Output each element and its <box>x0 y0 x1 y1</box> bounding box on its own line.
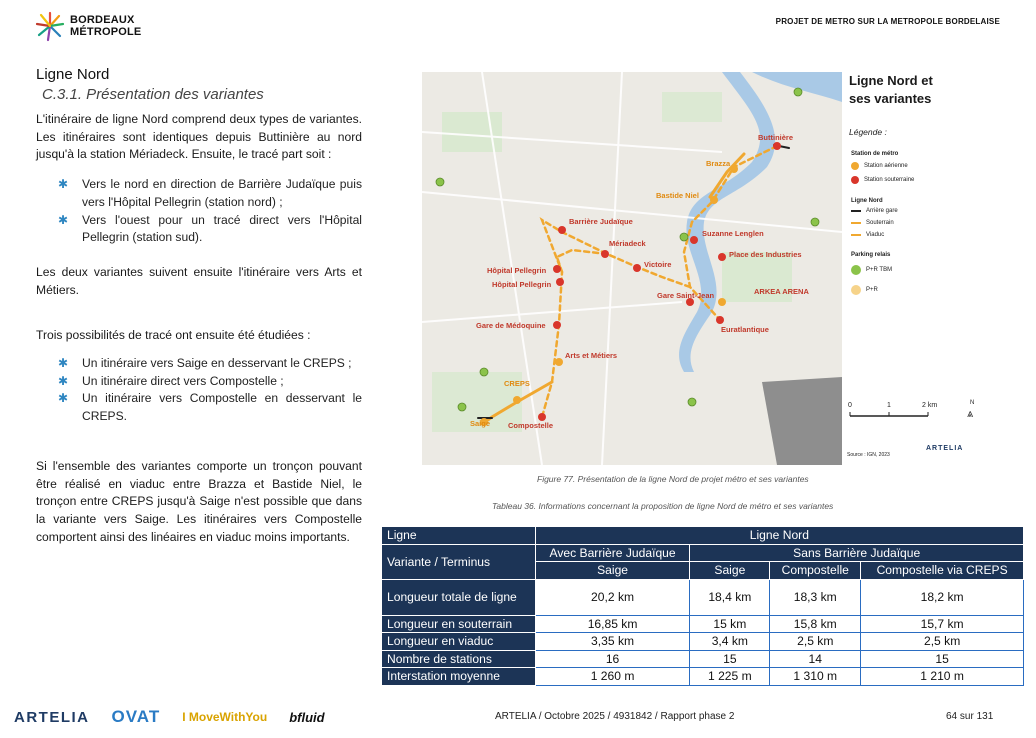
header-cell: Sans Barrière Judaïque <box>690 544 1024 562</box>
parking-icon <box>436 178 444 186</box>
paragraph-viaduct: Si l'ensemble des variantes comporte un tronçon pouvant être réalisé en viaduc entre Brazza et Bastide Niel, le tronçon entre CREPS jusqu'à Saige n'est possible que dans la variante vers Saige. Les itinéraires vers Compostelle comportent ainsi des linéaires en viaduc moins importants. <box>36 458 362 544</box>
table-header-row <box>382 527 1024 545</box>
legend-row <box>851 208 898 214</box>
starburst-logo-icon <box>34 10 66 42</box>
station-marker <box>553 265 561 273</box>
legend-parking-heading: Parking relais <box>851 252 891 258</box>
row-label: Longueur en souterrain <box>382 615 536 633</box>
header-cell: Compostelle <box>770 562 861 580</box>
table-cell: 15 <box>861 650 1024 668</box>
table-cell: 3,35 km <box>535 633 690 651</box>
table-cell: 16 <box>535 650 690 668</box>
station-marker <box>718 298 726 306</box>
table-cell: 1 225 m <box>690 668 770 686</box>
parking-icon <box>811 218 819 226</box>
station-marker <box>730 165 738 173</box>
row-label: Interstation moyenne <box>382 668 536 686</box>
legend-station-heading: Station de métro <box>851 151 899 157</box>
footer-reference: ARTELIA / Octobre 2025 / 4931842 / Rapport phase 2 <box>495 711 735 722</box>
parking-icon <box>794 88 802 96</box>
parking-icon <box>458 403 466 411</box>
scale-bar-graphic <box>848 408 938 418</box>
paragraph-possibilities: Trois possibilités de tracé ont ensuite été étudiées : <box>36 328 311 343</box>
table-cell: 18,2 km <box>861 579 1024 615</box>
parking-icon <box>688 398 696 406</box>
legend-row <box>851 220 894 226</box>
station-marker <box>538 413 546 421</box>
table-cell: 1 210 m <box>861 668 1024 686</box>
header-cell: Avec Barrière Judaïque <box>535 544 690 562</box>
station-marker <box>556 278 564 286</box>
park-ride-icon <box>851 285 861 295</box>
map-label: Hôpital Pellegrin <box>492 280 552 289</box>
station-marker <box>553 321 561 329</box>
table-cell: 20,2 km <box>535 579 690 615</box>
map-label: ARKEA ARENA <box>754 287 809 296</box>
bullet-icon: ✱ <box>58 391 69 406</box>
metro-variants-table <box>381 526 1024 686</box>
table-cell: 15,8 km <box>770 615 861 633</box>
station-marker <box>558 226 566 234</box>
logo-line-2: MÉTROPOLE <box>70 26 142 38</box>
header-cell: Ligne Nord <box>535 527 1023 545</box>
list-item <box>58 212 362 247</box>
artelia-logo: ARTELIA <box>14 708 90 726</box>
list-item-text: Un itinéraire direct vers Compostelle ; <box>82 373 284 388</box>
table-header-row <box>382 544 1024 562</box>
map-label: Place des Industries <box>729 250 802 259</box>
header-cell: Compostelle via CREPS <box>861 562 1024 580</box>
map-label: Saige <box>470 419 491 428</box>
parking-icon <box>680 233 688 241</box>
section-subtitle: C.3.1. Présentation des variantes <box>42 86 264 103</box>
partner-logos <box>14 707 325 727</box>
underground-line-icon <box>851 222 861 224</box>
legend-artelia-logo: ARTELIA <box>926 445 964 452</box>
legend-title <box>849 72 933 108</box>
scale-bar <box>848 400 975 420</box>
map-label: Compostelle <box>508 421 554 430</box>
table-row <box>382 668 1024 686</box>
table-cell: 18,3 km <box>770 579 861 615</box>
viaduct-line-icon <box>851 234 861 236</box>
map-label: Mériadeck <box>609 239 646 248</box>
map-legend <box>842 72 992 465</box>
figure-caption: Figure 77. Présentation de la ligne Nord de projet métro et ses variantes <box>537 474 809 484</box>
ovat-logo: OVAT <box>111 707 161 726</box>
station-marker <box>716 316 724 324</box>
map-label: Victoire <box>644 260 672 269</box>
header-cell: Saige <box>535 562 690 580</box>
table-cell: 1 260 m <box>535 668 690 686</box>
station-marker <box>690 236 698 244</box>
map-label: Brazza <box>706 159 731 168</box>
bullet-list-possibilities <box>58 355 362 426</box>
table-cell: 15,7 km <box>861 615 1024 633</box>
list-item-text: Vers le nord en direction de Barrière Judaïque puis vers l'Hôpital Pellegrin (station nord) ; <box>82 177 362 209</box>
scale-2: 2 km <box>922 402 938 409</box>
legend-title-line-2: ses variantes <box>849 91 932 106</box>
map-label: Arts et Métiers <box>565 351 618 360</box>
legend-title-line-1: Ligne Nord et <box>849 73 933 88</box>
table-cell: 14 <box>770 650 861 668</box>
paragraph-variants: Les deux variantes suivent ensuite l'itinéraire vers Arts et Métiers. <box>36 264 362 297</box>
legend-text: P+R TBM <box>866 267 893 273</box>
park-ride-tbm-icon <box>851 265 861 275</box>
paragraph-intro: L'itinéraire de ligne Nord comprend deux types de variantes. Les itinéraires sont identiques depuis Buttinière au nord jusqu'à la station Mériadeck. Ensuite, le tracé part soit : <box>36 112 362 162</box>
legend-row <box>851 232 884 238</box>
map-label: Gare de Médoquine <box>476 321 546 330</box>
row-label: Longueur en viaduc <box>382 633 536 651</box>
bfluid-logo: bfluid <box>289 709 325 725</box>
table-cell: 2,5 km <box>861 633 1024 651</box>
logo-line-1: BORDEAUX <box>70 14 135 26</box>
table-cell: 16,85 km <box>535 615 690 633</box>
map-label: CREPS <box>504 379 530 388</box>
station-marker <box>773 142 781 150</box>
imovewithyou-logo: I MoveWithYou <box>182 710 268 724</box>
list-item-text: Vers l'ouest pour un tracé direct vers l'Hôpital Pellegrin (station sud). <box>82 212 362 245</box>
table-row <box>382 579 1024 615</box>
scale-1: 1 <box>887 402 891 409</box>
bullet-icon: ✱ <box>58 356 69 371</box>
aerial-station-icon <box>851 162 859 170</box>
table-cell: 18,4 km <box>690 579 770 615</box>
map-label: Gare Saint-Jean <box>657 291 715 300</box>
map-label: Hôpital Pellegrin <box>487 266 547 275</box>
legend-text: P+R <box>866 287 878 293</box>
map-label: Buttinière <box>758 133 794 142</box>
table-row <box>382 615 1024 633</box>
map-source: Source : IGN, 2023 <box>847 452 890 458</box>
map-label: Bastide Niel <box>656 191 699 200</box>
legend-row <box>851 162 908 170</box>
map-label: Euratlantique <box>721 325 769 334</box>
bullet-icon: ✱ <box>58 373 69 388</box>
section-title: Ligne Nord <box>36 66 110 83</box>
legend-row <box>851 176 914 184</box>
table-cell: 15 <box>690 650 770 668</box>
project-title: PROJET DE METRO SUR LA METROPOLE BORDELAISE <box>775 17 1000 26</box>
bordeaux-metropole-logo <box>34 10 141 42</box>
station-marker <box>513 396 521 404</box>
tail-track-line-icon <box>851 210 861 212</box>
legend-text: Station aérienne <box>864 163 908 169</box>
page-number: 64 sur 131 <box>946 711 994 722</box>
table-cell: 1 310 m <box>770 668 861 686</box>
list-item-text: Un itinéraire vers Saige en desservant le CREPS ; <box>82 356 352 371</box>
north-arrow-icon: ⩓ <box>967 408 974 420</box>
header-cell: Saige <box>690 562 770 580</box>
legend-row <box>851 285 878 295</box>
table-cell: 3,4 km <box>690 633 770 651</box>
metro-map <box>422 72 842 465</box>
list-item <box>58 355 362 373</box>
legend-text: Souterrain <box>866 220 894 226</box>
station-marker <box>555 358 563 366</box>
station-marker <box>718 253 726 261</box>
table-row <box>382 650 1024 668</box>
map-label: Suzanne Lenglen <box>702 229 764 238</box>
table-cell: 15 km <box>690 615 770 633</box>
row-label: Nombre de stations <box>382 650 536 668</box>
table-row <box>382 633 1024 651</box>
underground-station-icon <box>851 176 859 184</box>
map-svg <box>422 72 842 465</box>
list-item <box>58 176 362 211</box>
legend-label: Légende : <box>849 127 887 137</box>
legend-text: Station souterraine <box>864 177 915 183</box>
north-label: N <box>970 400 975 406</box>
station-marker <box>633 264 641 272</box>
legend-text: Arrière gare <box>866 208 898 214</box>
station-marker <box>710 196 718 204</box>
section-text <box>36 66 362 546</box>
legend-line-heading: Ligne Nord <box>851 198 883 204</box>
legend-text: Viaduc <box>866 232 885 238</box>
row-label: Longueur totale de ligne <box>382 579 536 615</box>
list-item <box>58 373 362 391</box>
list-item <box>58 390 362 425</box>
bullet-icon: ✱ <box>58 177 69 192</box>
header-cell: Variante / Terminus <box>382 544 536 579</box>
list-item-text: Un itinéraire vers Compostelle en desservant le CREPS. <box>82 391 362 424</box>
map-label: Barrière Judaïque <box>569 217 633 226</box>
station-marker <box>601 250 609 258</box>
table-caption: Tableau 36. Informations concernant la proposition de ligne Nord de métro et ses variantes <box>492 501 834 511</box>
table-cell: 2,5 km <box>770 633 861 651</box>
scale-0: 0 <box>848 402 852 409</box>
legend-row <box>851 265 892 275</box>
bullet-list-routes <box>58 176 362 247</box>
header-cell: Ligne <box>382 527 536 545</box>
bullet-icon: ✱ <box>58 212 69 227</box>
parking-icon <box>480 368 488 376</box>
